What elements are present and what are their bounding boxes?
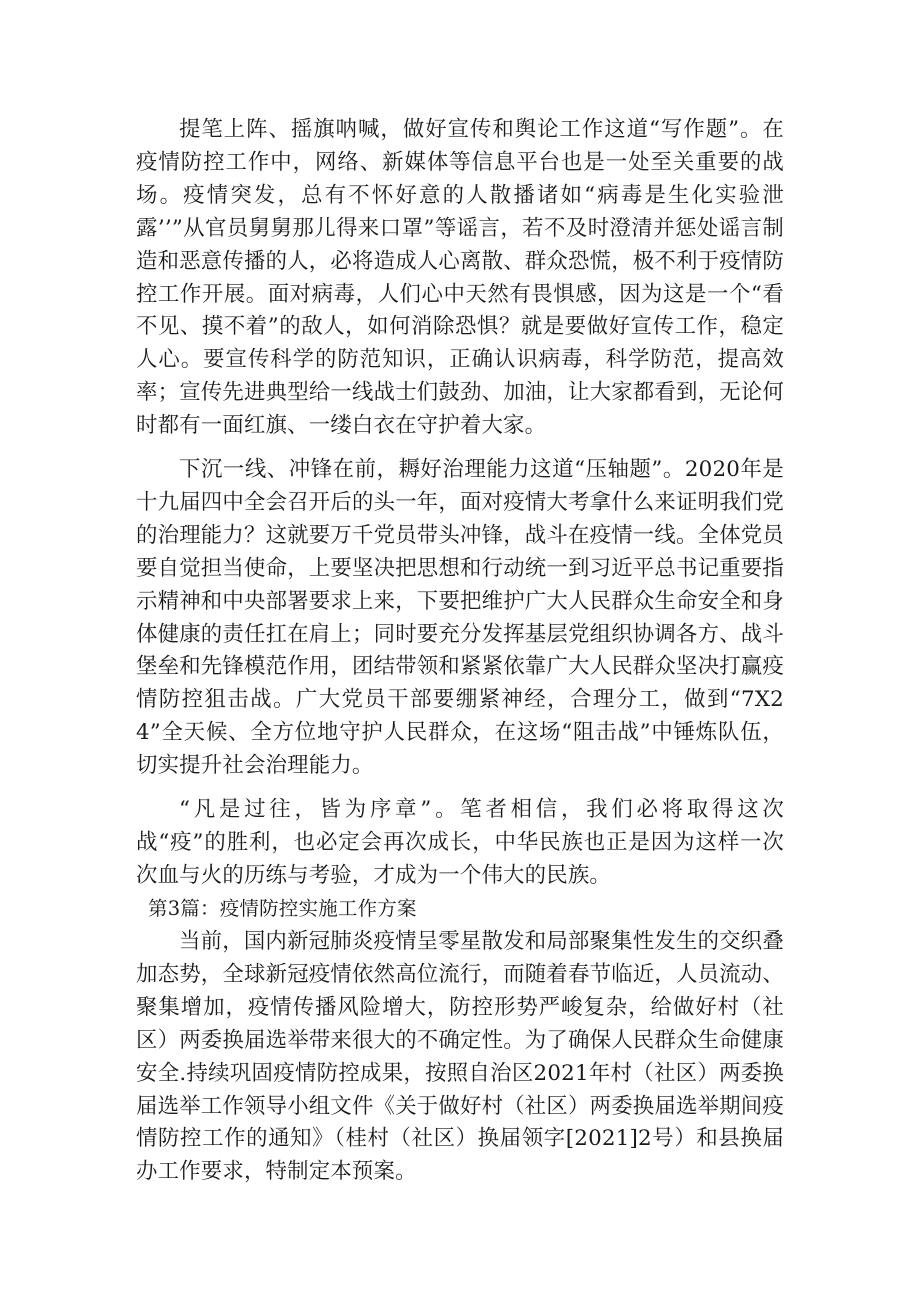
paragraph-conclusion: “凡是过往，皆为序章”。笔者相信，我们必将取得这次战“疫”的胜利，也必定会再次成长，中华民族也正是因为这样一次次血与火的历练与考验，才成为一个伟大的民族。 [136, 797, 784, 888]
paragraph-governance: 下沉一线、冲锋在前，耨好治理能力这道“压轴题”。2020年是十九届四中全会召开后的头一年，面对疫情大考拿什么来证明我们党的治理能力？这就要万千党员带头冲锋，战斗在疫情一线。全体党员要自觉担当使命，上要坚决把思想和行动统一到习近平总书记重要指示精神和中央部署要求上来，下要把维护广大人民群众生命安全和身体健康的责任扛在肩上；同时要充分发挥基层党组织协调各方、战斗堡垒和先锋模范作用，团结带领和紧紧依靠广大人民群众坚决打赢疫情防控狙击战。广大党员干部要绷紧神经，合理分工，做到“7X24”全天候、全方位地守护人民群众，在这场“阻击战”中锤炼队伍，切实提升社会治理能力。 [136, 457, 784, 779]
paragraph-propaganda: 提笔上阵、摇旗呐喊，做好宣传和舆论工作这道“写作题”。在疫情防控工作中，网络、新媒体等信息平台也是一处至关重要的战场。疫情突发，总有不怀好意的人散播诸如“病毒是生化实验泄露’’”从官员舅舅那儿得来口罩”等谣言，若不及时澄清并惩处谣言制造和恶意传播的人，必将造成人心离散、群众恐慌，极不利于疫情防控工作开展。面对病毒，人们心中天然有畏惧感，因为这是一个“看不见、摸不着”的敌人，如何消除恐惧？就是要做好宣传工作，稳定人心。要宣传科学的防范知识，正确认识病毒，科学防范，提高效率；宣传先进典型给一线战士们鼓劲、加油，让大家都看到，无论何时都有一面红旗、一缕白衣在守护着大家。 [136, 117, 784, 439]
section-heading: 第3篇：疫情防控实施工作方案 [148, 897, 417, 920]
paragraph-section-intro: 当前，国内新冠肺炎疫情呈零星散发和局部聚集性发生的交织叠加态势，全球新冠疫情依然高位流行，而随着春节临近，人员流动、聚集增加，疫情传播风险增大，防控形势严峻复杂，给做好村（社区）两委换届选举带来很大的不确定性。为了确保人民群众生命健康安全.持续巩固疫情防控成果，按照自治区2021年村（社区）两委换届选举工作领导小组文件《关于做好村（社区）两委换届选举期间疫情防控工作的通知》（桂村（社区）换届领字[2021]2号）和县换届办工作要求，特制定本预案。 [136, 929, 784, 1185]
